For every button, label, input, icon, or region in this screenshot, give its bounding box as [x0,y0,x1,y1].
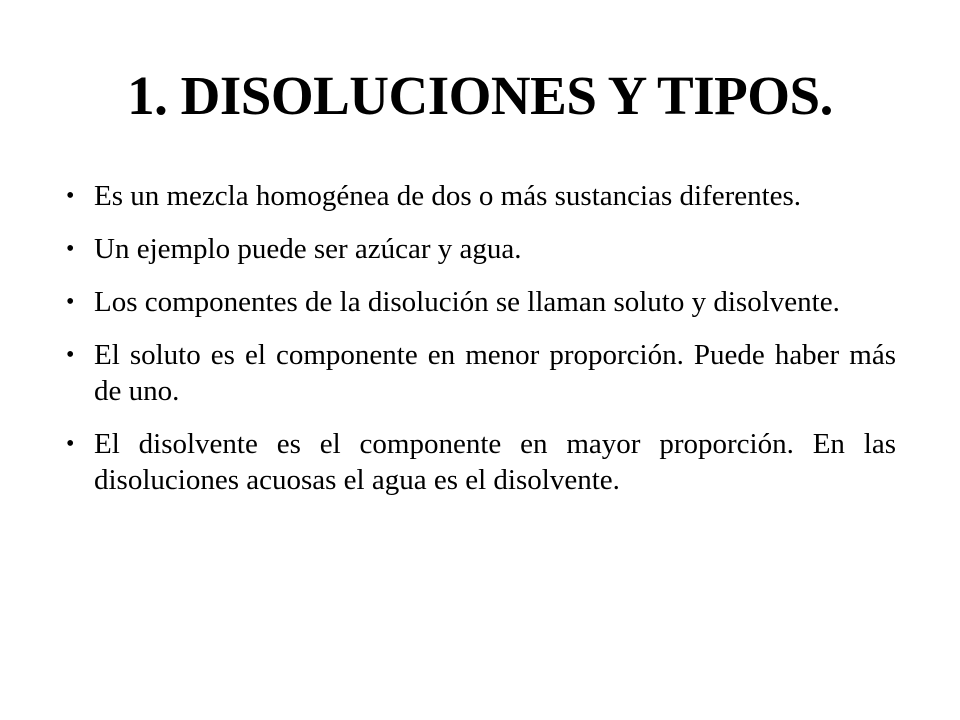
bullet-text: Un ejemplo puede ser azúcar y agua. [94,233,522,265]
bullet-dot-icon: • [66,236,75,262]
bullet-text: Es un mezcla homogénea de dos o más sustancias diferentes. [94,180,802,212]
bullet-item [66,284,896,320]
bullet-dot-icon: • [66,342,75,368]
bullet-list [66,178,896,515]
slide-title: 1. DISOLUCIONES Y TIPOS. [127,65,833,126]
bullet-item [66,231,896,267]
bullet-dot-icon: • [66,431,75,457]
bullet-dot-icon: • [66,289,75,315]
bullet-text: El disolvente es el componente en mayor proporción. En las disoluciones acuosas el agua es el disolvente. [94,428,896,496]
bullet-item [66,337,896,409]
bullet-text: Los componentes de la disolución se llaman soluto y disolvente. [94,286,840,318]
bullet-item [66,178,896,214]
bullet-text: El soluto es el componente en menor proporción. Puede haber más de uno. [94,339,896,407]
bullet-item [66,426,896,498]
bullet-dot-icon: • [66,183,75,209]
